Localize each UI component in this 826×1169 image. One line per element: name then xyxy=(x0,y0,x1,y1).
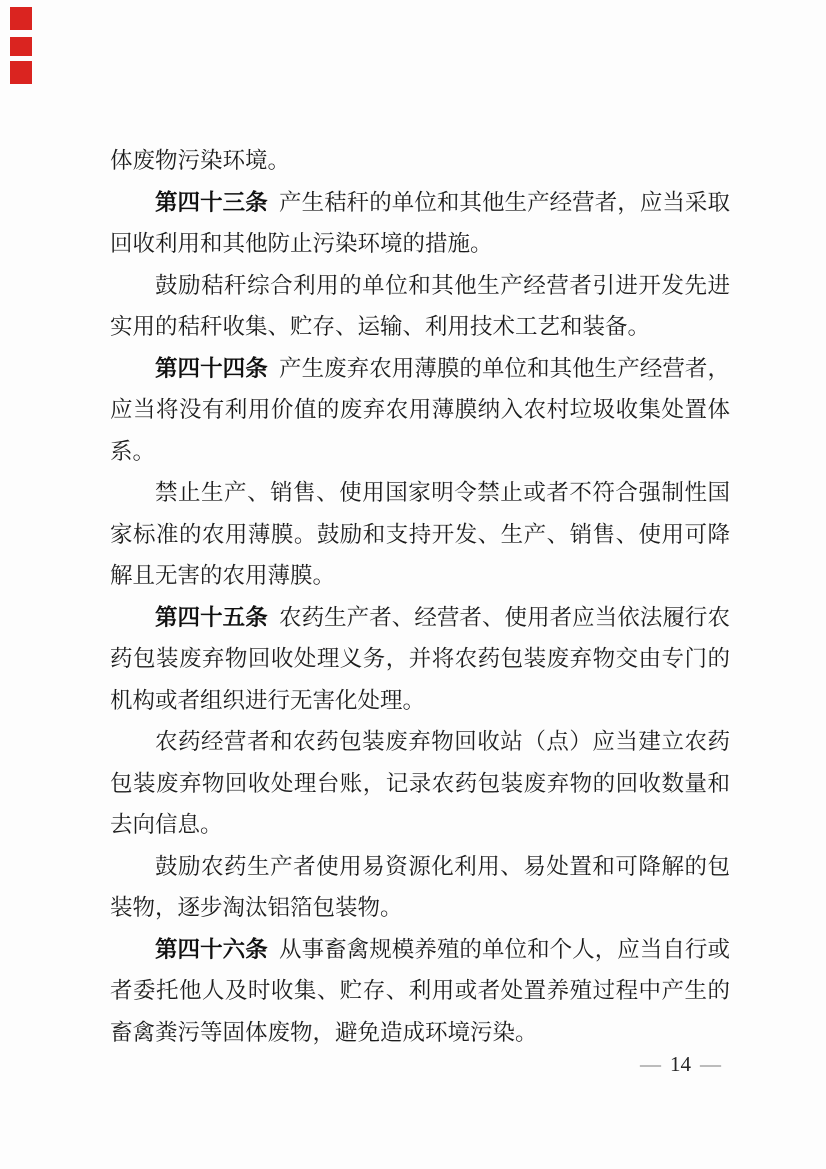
page-number-dash-left: — xyxy=(640,1052,661,1076)
paragraph-text: 农药经营者和农药包装废弃物回收站（点）应当建立农药包装废弃物回收处理台账，记录农药包装废弃物的回收数量和去向信息。 xyxy=(110,729,730,837)
paragraph-text: 鼓励秸秆综合利用的单位和其他生产经营者引进开发先进实用的秸秆收集、贮存、运输、利用技术工艺和装备。 xyxy=(110,272,730,339)
paragraph xyxy=(110,721,730,846)
paragraph xyxy=(110,597,730,722)
paragraph-text: 体废物污染环境。 xyxy=(110,148,291,173)
paragraph xyxy=(110,472,730,597)
paragraph xyxy=(110,929,730,1054)
red-stamp-mark xyxy=(10,37,32,56)
paragraph-text: 产生秸秆的单位和其他生产经营者，应当采取回收利用和其他防止污染环境的措施。 xyxy=(110,189,730,256)
paragraph-text: 禁止生产、销售、使用国家明令禁止或者不符合强制性国家标准的农用薄膜。鼓励和支持开发、生产、销售、使用可降解且无害的农用薄膜。 xyxy=(110,480,730,588)
paragraph xyxy=(110,182,730,265)
article-number: 第四十六条 xyxy=(155,936,268,962)
paragraph-text: 鼓励农药生产者使用易资源化利用、易处置和可降解的包装物，逐步淘汰铝箔包装物。 xyxy=(110,853,730,920)
paragraph xyxy=(110,140,730,182)
paragraph xyxy=(110,265,730,348)
paragraph-text: 农药生产者、经营者、使用者应当依法履行农药包装废弃物回收处理义务，并将农药包装废弃物交由专门的机构或者组织进行无害化处理。 xyxy=(110,604,730,713)
paragraph-text: 产生废弃农用薄膜的单位和其他生产经营者，应当将没有利用价值的废弃农用薄膜纳入农村垃圾收集处置体系。 xyxy=(110,355,730,464)
page-number-dash-right: — xyxy=(700,1052,721,1076)
paragraph xyxy=(110,846,730,929)
paragraph-text: 从事畜禽规模养殖的单位和个人，应当自行或者委托他人及时收集、贮存、利用或者处置养殖过程中产生的畜禽粪污等固体废物，避免造成环境污染。 xyxy=(110,936,730,1045)
paragraph xyxy=(110,348,730,473)
page-number-value: 14 xyxy=(670,1052,691,1076)
page-number xyxy=(631,1049,730,1079)
article-number: 第四十五条 xyxy=(155,604,268,630)
article-number: 第四十三条 xyxy=(155,189,268,215)
red-stamp-mark xyxy=(10,61,32,84)
document-body xyxy=(110,140,730,1053)
article-number: 第四十四条 xyxy=(155,355,268,381)
red-stamp-mark xyxy=(10,7,32,30)
